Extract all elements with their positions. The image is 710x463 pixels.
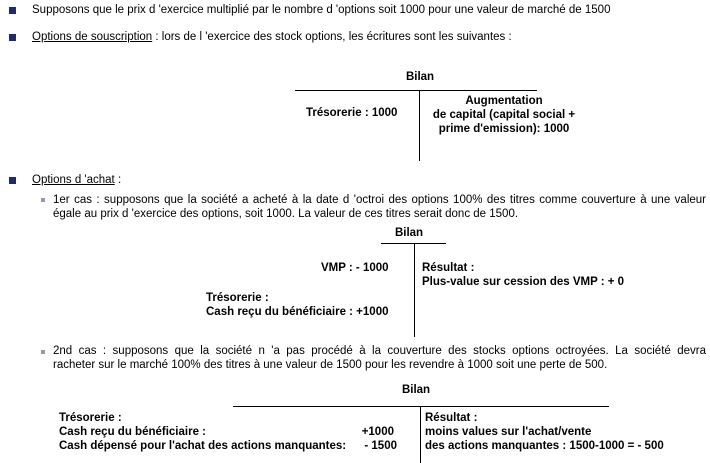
t1-title: Bilan (405, 71, 435, 83)
intro-text: Supposons que le prix d 'exercice multiplié par le nombre d 'options soit 1000 pour une valeur de marché de 1500 (32, 4, 611, 16)
t2-resultat-value: Plus-value sur cession des VMP : + 0 (422, 276, 625, 288)
sub-bullet-marker (41, 198, 45, 202)
t2-vertical-rule (414, 244, 415, 337)
t3-row1-value: +1000 (361, 426, 394, 438)
t1-right-entry-3: prime d'emission): 1000 (438, 123, 570, 135)
t3-resultat-line-2: des actions manquantes : 1500-1000 = - 500 (425, 440, 664, 452)
t3-vertical-rule (420, 407, 421, 463)
options-achat-label: Options d 'achat (32, 174, 115, 186)
bullet-marker (9, 34, 16, 41)
t2-title: Bilan (394, 227, 424, 239)
t2-resultat-label: Résultat : (422, 262, 475, 274)
bullet-marker (9, 177, 16, 184)
cas1-line-1: 1er cas : supposons que la société a acheté à la date d 'octroi des options 100% des titres comme couverture à une valeur (53, 194, 706, 206)
sub-bullet-marker (41, 350, 45, 354)
t3-row2-value: - 1500 (364, 440, 397, 452)
t3-title: Bilan (401, 384, 431, 396)
options-souscription-line (32, 30, 512, 44)
cas2-text (53, 344, 706, 372)
cas1-text (53, 193, 706, 221)
options-achat-line (32, 173, 121, 187)
t2-treso-label: Trésorerie : (206, 292, 269, 304)
t3-resultat-label: Résultat : (425, 412, 478, 424)
options-souscription-label: Options de souscription (32, 31, 153, 43)
t3-row2-label: Cash dépensé pour l'achat des actions manquantes: (59, 440, 347, 452)
t1-right-entry-2: de capital (capital social + (432, 109, 576, 121)
t1-left-entry: Trésorerie : 1000 (306, 107, 398, 119)
t2-treso-value: Cash reçu du bénéficiaire : +1000 (206, 306, 389, 318)
options-achat-colon: : (114, 174, 122, 186)
t3-row1-label: Cash reçu du bénéficiaire : (59, 426, 206, 438)
t3-resultat-line-1: moins values sur l'achat/vente (425, 426, 592, 438)
t1-right-entry-1: Augmentation (465, 95, 543, 107)
t3-horizontal-rule (233, 406, 609, 407)
t1-vertical-rule (419, 91, 420, 161)
options-souscription-text: : lors de l 'exercice des stock options, les écritures sont les suivantes : (152, 31, 512, 43)
bullet-marker (9, 7, 16, 14)
cas2-line-2: racheter sur le marché 100% des titres à une valeur de 1500 pour les revendre à 1000 soit une perte de 500. (53, 359, 608, 371)
cas1-line-2: égale au prix d 'exercice des options, soit 1000. La valeur de ces titres serait donc de 1500. (53, 208, 519, 220)
cas2-line-1: 2nd cas : supposons que la société n 'a pas procédé à la couverture des stocks options octroyées. La société devra (53, 345, 706, 357)
t1-horizontal-rule (295, 90, 537, 91)
t3-treso-label: Trésorerie : (59, 412, 122, 424)
t2-vmp-entry: VMP : - 1000 (321, 262, 389, 274)
